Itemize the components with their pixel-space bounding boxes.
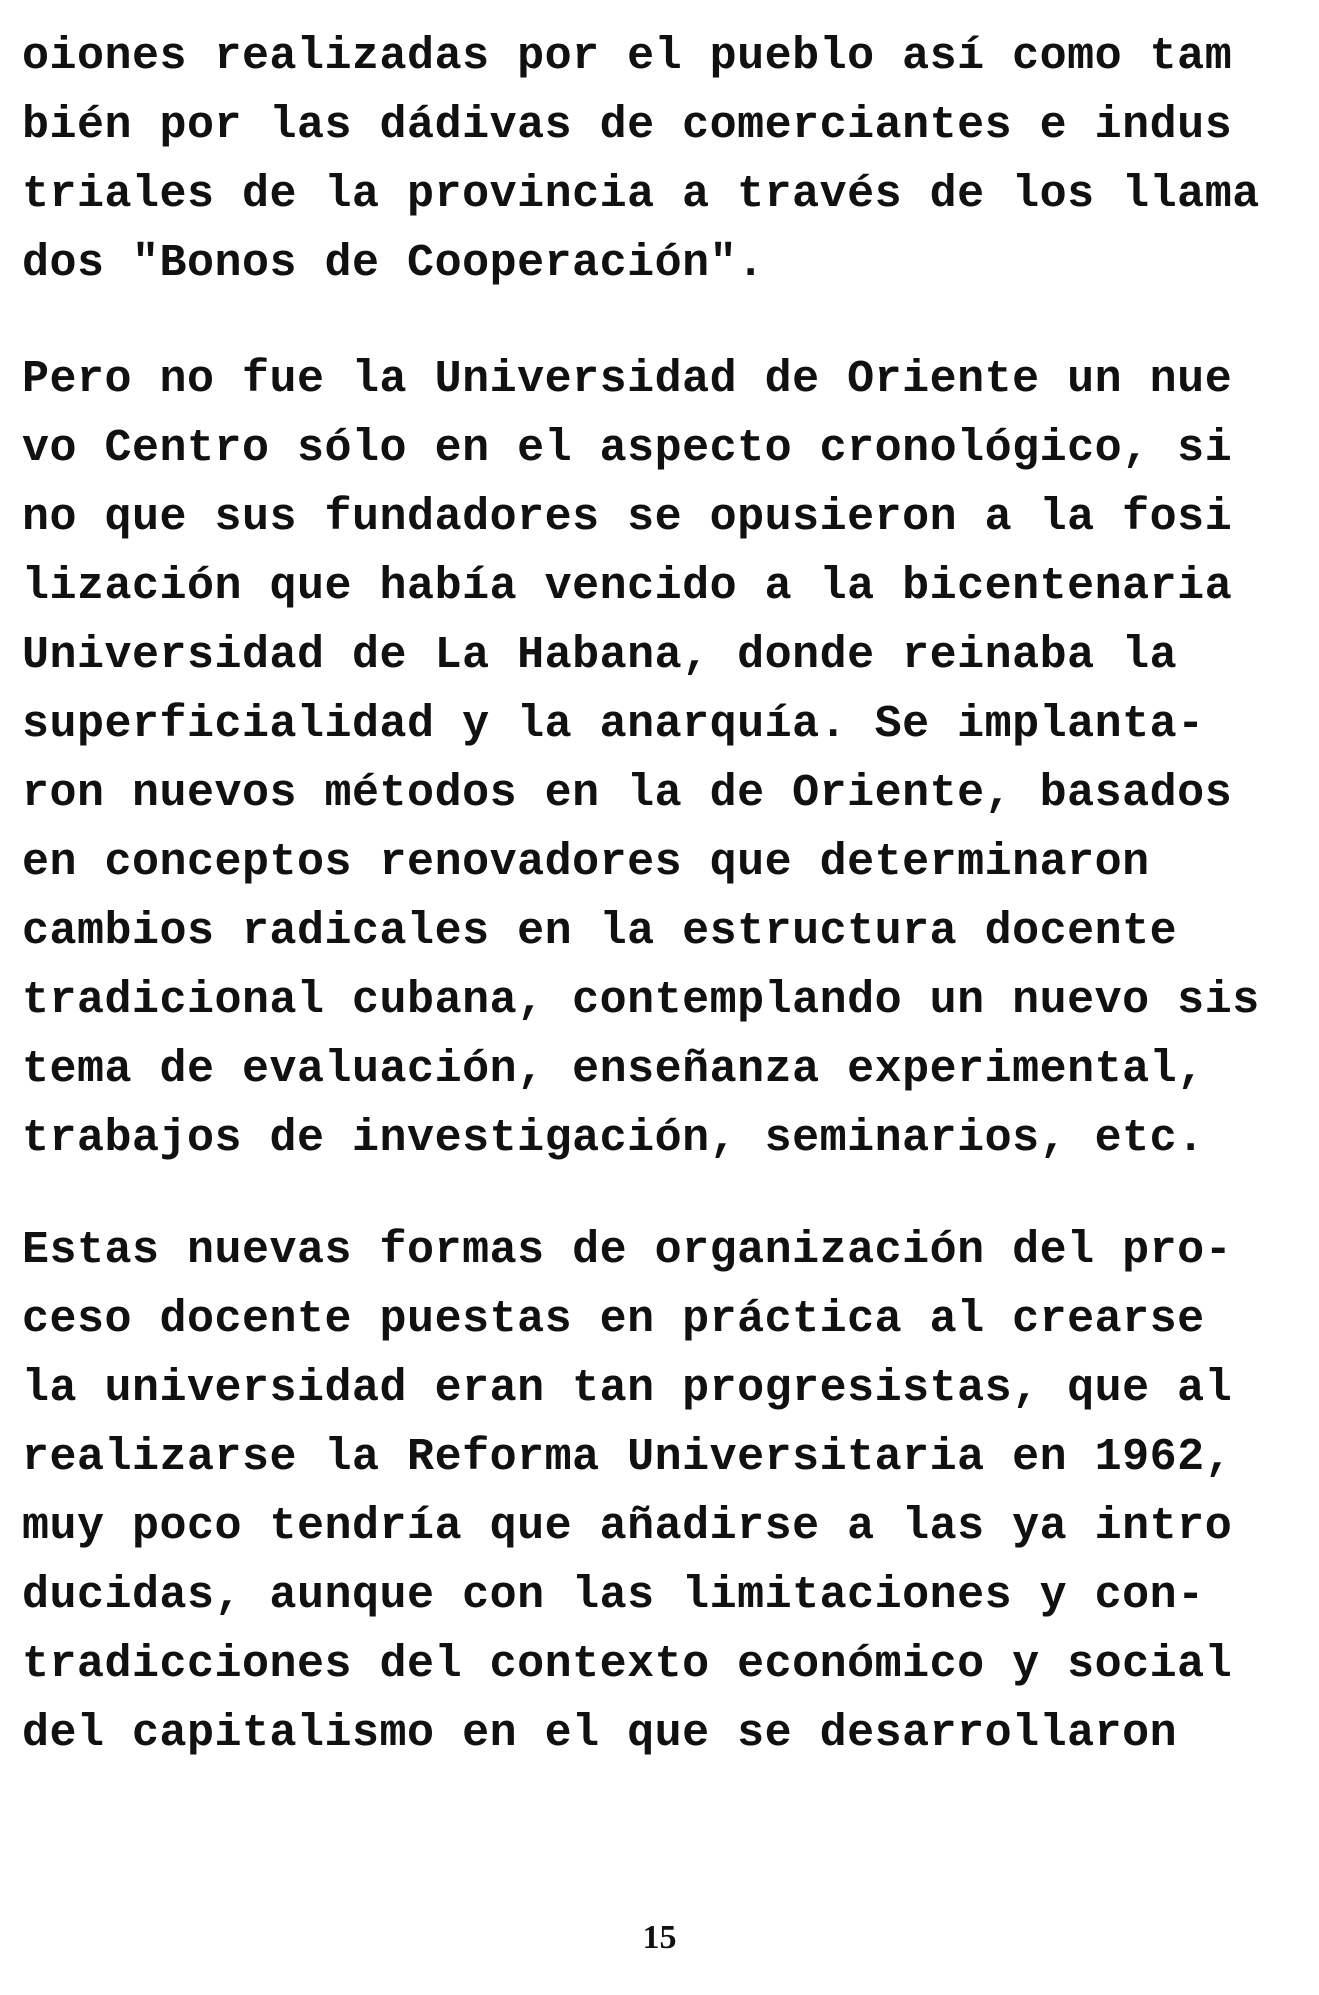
text-line: ron nuevos métodos en la de Oriente, basados [22, 768, 1233, 819]
text-line: ducidas, aunque con las limitaciones y con- [22, 1570, 1205, 1621]
text-line: Universidad de La Habana, donde reinaba la [22, 630, 1178, 681]
text-line: no que sus fundadores se opusieron a la fosi [22, 492, 1233, 543]
text-line: muy poco tendría que añadirse a las ya intro [22, 1501, 1233, 1552]
text-line: tema de evaluación, enseñanza experimental, [22, 1044, 1205, 1095]
text-line: superficialidad y la anarquía. Se implanta- [22, 699, 1205, 750]
text-line: en conceptos renovadores que determinaron [22, 837, 1150, 888]
text-line: triales de la provincia a través de los llama [22, 169, 1260, 220]
page-number: 15 [642, 1919, 677, 1956]
text-line: tradicciones del contexto económico y social [22, 1639, 1233, 1690]
text-line: tradicional cubana, contemplando un nuevo sis [22, 975, 1260, 1026]
paragraph-1 [22, 22, 1282, 298]
paragraph-2 [22, 345, 1282, 1173]
text-line: realizarse la Reforma Universitaria en 1962, [22, 1432, 1233, 1483]
text-line: del capitalismo en el que se desarrollaron [22, 1708, 1178, 1759]
text-line: trabajos de investigación, seminarios, etc. [22, 1113, 1205, 1164]
text-line: lización que había vencido a la bicentenaria [22, 561, 1233, 612]
text-line: cambios radicales en la estructura docente [22, 906, 1178, 957]
text-line: la universidad eran tan progresistas, que al [22, 1363, 1233, 1414]
text-line: oiones realizadas por el pueblo así como tam [22, 31, 1233, 82]
text-line: Estas nuevas formas de organización del pro- [22, 1225, 1233, 1276]
text-line: dos "Bonos de Cooperación". [22, 238, 765, 289]
paragraph-3 [22, 1216, 1282, 1768]
text-line: bién por las dádivas de comerciantes e indus [22, 100, 1233, 151]
text-line: ceso docente puestas en práctica al crearse [22, 1294, 1205, 1345]
text-line: Pero no fue la Universidad de Oriente un nue [22, 354, 1233, 405]
text-line: vo Centro sólo en el aspecto cronológico, si [22, 423, 1233, 474]
